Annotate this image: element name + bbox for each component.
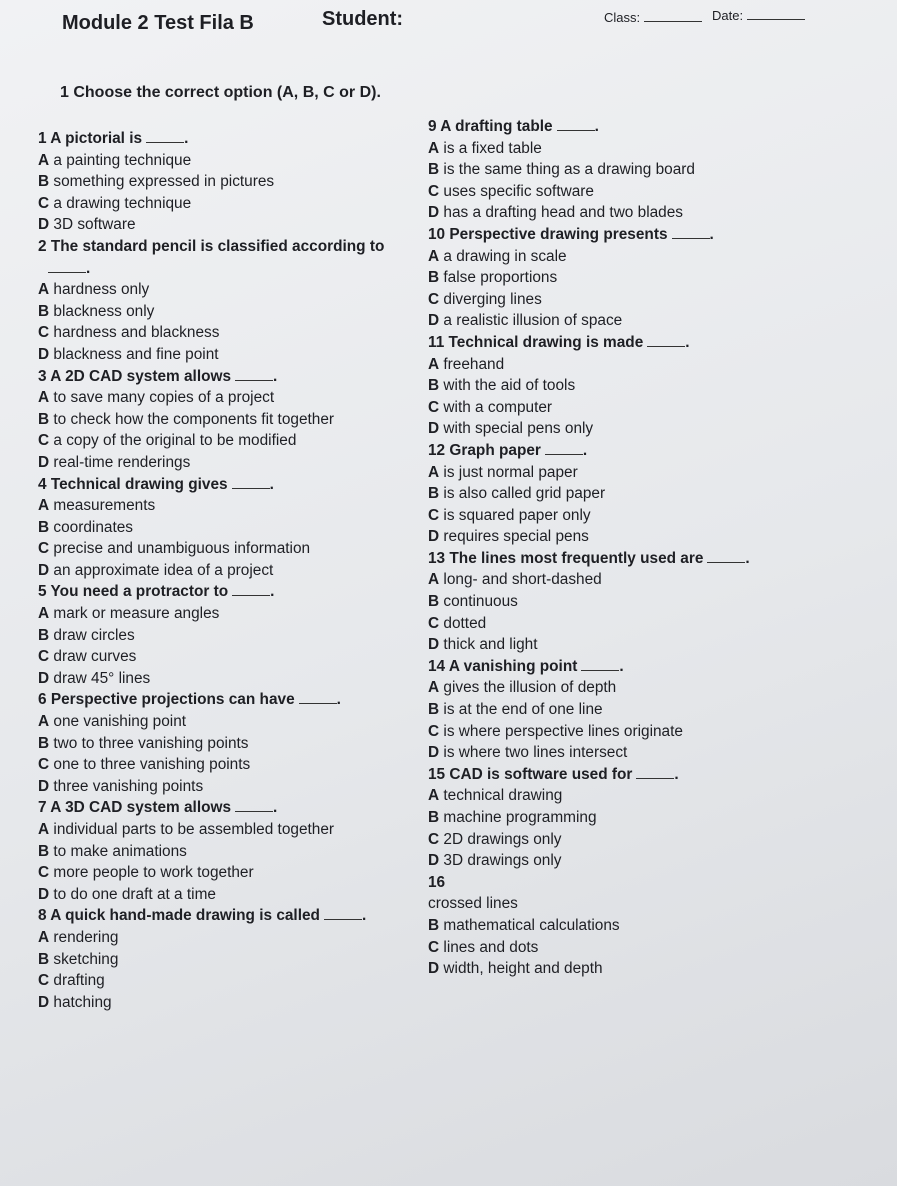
option-letter: A <box>428 139 440 157</box>
option-letter: C <box>38 756 50 774</box>
answer-option[interactable] <box>38 517 438 539</box>
option-letter: D <box>428 960 440 978</box>
option-text: to save many copies of a project <box>53 389 275 407</box>
answer-option[interactable] <box>38 646 438 668</box>
option-text: continuous <box>443 593 518 611</box>
option-letter: B <box>38 518 50 536</box>
answer-option[interactable] <box>38 668 438 690</box>
question <box>38 236 438 366</box>
answer-option[interactable] <box>38 819 438 841</box>
question-text: 15 CAD is software used for . <box>428 765 679 783</box>
question-stem: 4 Technical drawing gives <box>38 475 228 493</box>
option-letter: B <box>428 916 440 934</box>
answer-blank[interactable] <box>557 118 595 131</box>
question <box>428 764 868 872</box>
option-text: dotted <box>443 614 487 632</box>
option-text: a painting technique <box>53 151 192 169</box>
answer-option[interactable] <box>38 171 438 193</box>
option-letter: D <box>38 993 50 1011</box>
option-text: real-time renderings <box>53 453 191 471</box>
option-text: is where perspective lines originate <box>443 722 683 740</box>
option-letter: C <box>428 506 440 524</box>
question <box>428 332 868 440</box>
answer-blank[interactable] <box>232 476 270 489</box>
option-text: two to three vanishing points <box>53 734 249 752</box>
option-letter: D <box>428 636 440 654</box>
answer-option[interactable] <box>38 214 438 236</box>
option-text: blackness and fine point <box>53 345 219 363</box>
answer-option[interactable] <box>38 711 438 733</box>
option-letter: B <box>428 377 440 395</box>
option-text: a drawing technique <box>53 194 192 212</box>
option-text: is at the end of one line <box>443 701 603 719</box>
option-letter: B <box>428 593 440 611</box>
option-letter: D <box>428 528 440 546</box>
answer-blank[interactable] <box>707 550 745 563</box>
question <box>428 548 868 656</box>
option-letter: C <box>38 972 50 990</box>
option-text: is the same thing as a drawing board <box>443 161 695 179</box>
option-text: 3D software <box>53 216 136 234</box>
question-stem: 15 CAD is software used for <box>428 765 633 783</box>
option-text: has a drafting head and two blades <box>443 204 683 222</box>
class-blank[interactable] <box>644 21 702 22</box>
question-text: 11 Technical drawing is made . <box>428 333 690 351</box>
answer-option[interactable] <box>428 785 868 807</box>
question-stem: 12 Graph paper <box>428 441 541 459</box>
answer-option[interactable] <box>428 310 868 332</box>
option-letter: D <box>428 204 440 222</box>
option-text: thick and light <box>443 636 538 654</box>
question <box>428 224 868 332</box>
answer-option[interactable] <box>428 246 868 268</box>
answer-option[interactable] <box>428 397 868 419</box>
option-letter: A <box>38 821 50 838</box>
option-text: 3D drawings only <box>443 852 562 870</box>
answer-blank[interactable] <box>647 334 685 347</box>
question-stem: 5 You need a protractor to <box>38 583 229 601</box>
option-letter: D <box>38 777 50 795</box>
option-letter: A <box>38 928 50 946</box>
answer-option[interactable] <box>428 829 868 851</box>
answer-option[interactable] <box>428 375 868 397</box>
option-text: technical drawing <box>443 787 563 805</box>
answer-option[interactable] <box>38 279 438 301</box>
option-letter: D <box>38 453 50 471</box>
option-text: crossed lines <box>428 895 518 913</box>
option-letter: A <box>428 247 440 265</box>
question-text: 14 A vanishing point . <box>428 657 624 675</box>
question <box>38 474 438 582</box>
option-text: hatching <box>53 993 112 1011</box>
question <box>38 905 438 1013</box>
option-text: coordinates <box>53 518 133 536</box>
option-text: false proportions <box>443 269 558 287</box>
question-text: 4 Technical drawing gives . <box>38 475 274 493</box>
option-letter: B <box>38 734 50 752</box>
answer-option[interactable] <box>428 354 868 376</box>
answer-blank[interactable] <box>235 368 273 381</box>
option-text: to do one draft at a time <box>53 885 216 903</box>
option-letter: B <box>38 410 50 428</box>
option-text: is also called grid paper <box>443 485 606 503</box>
option-text: with a computer <box>443 398 553 416</box>
option-letter: A <box>428 679 440 697</box>
option-letter: A <box>38 497 50 515</box>
answer-option[interactable] <box>428 418 868 440</box>
question-stem: 16 <box>428 873 446 891</box>
option-letter: B <box>428 701 440 719</box>
question-text <box>428 872 868 894</box>
answer-option[interactable] <box>428 569 868 591</box>
option-letter: C <box>38 864 50 882</box>
option-text: a drawing in scale <box>443 247 567 265</box>
answer-option[interactable] <box>38 538 438 560</box>
answer-blank[interactable] <box>636 766 674 779</box>
answer-option[interactable] <box>38 776 438 798</box>
option-text: to make animations <box>53 842 187 860</box>
answer-option[interactable] <box>38 603 438 625</box>
answer-option[interactable] <box>38 301 438 323</box>
option-letter: A <box>38 389 50 407</box>
option-text: 2D drawings only <box>443 830 562 848</box>
option-text: long- and short-dashed <box>443 571 602 589</box>
option-text: width, height and depth <box>443 960 603 978</box>
question-stem: 9 A drafting table <box>428 118 553 135</box>
answer-option[interactable] <box>38 625 438 647</box>
answer-blank[interactable] <box>146 130 184 143</box>
answer-option[interactable] <box>428 915 868 937</box>
option-letter: A <box>428 787 440 805</box>
question-text: 10 Perspective drawing presents . <box>428 225 714 243</box>
answer-blank[interactable] <box>232 583 270 596</box>
answer-option[interactable] <box>428 289 868 311</box>
question-stem: 3 A 2D CAD system allows <box>38 367 232 385</box>
option-text: is just normal paper <box>443 463 578 481</box>
answer-option[interactable] <box>38 970 438 992</box>
test-title: Module 2 Test Fila B <box>62 12 254 34</box>
option-letter: A <box>38 281 50 299</box>
option-letter: C <box>428 614 440 632</box>
option-letter: A <box>38 151 50 169</box>
answer-option[interactable] <box>428 634 868 656</box>
answer-blank[interactable] <box>235 799 273 812</box>
question-text: 5 You need a protractor to . <box>38 583 275 601</box>
answer-option[interactable] <box>38 841 438 863</box>
question <box>38 797 438 905</box>
test-header <box>62 8 842 42</box>
option-letter: D <box>428 852 440 870</box>
question-text: 9 A drafting table . <box>428 118 599 135</box>
question-stem: 1 A pictorial is <box>38 130 143 147</box>
option-letter: B <box>38 173 50 191</box>
answer-option[interactable] <box>428 677 868 699</box>
option-letter: C <box>428 398 440 416</box>
answer-option[interactable] <box>38 949 438 971</box>
question-continuation: . <box>38 258 438 280</box>
option-text: lines and dots <box>443 938 539 956</box>
option-text: precise and unambiguous information <box>53 540 311 558</box>
answer-option[interactable] <box>428 742 868 764</box>
answer-option[interactable] <box>38 430 438 452</box>
option-text: an approximate idea of a project <box>53 561 274 579</box>
option-text: one vanishing point <box>53 713 187 731</box>
option-text: mathematical calculations <box>443 916 620 934</box>
answer-option[interactable] <box>38 754 438 776</box>
option-text: three vanishing points <box>53 777 204 795</box>
option-letter: B <box>38 950 50 968</box>
answer-option[interactable] <box>428 958 868 980</box>
question-stem: 2 The standard pencil is classified according to <box>38 237 385 255</box>
option-letter: C <box>38 194 50 212</box>
option-letter: D <box>428 312 440 330</box>
option-letter: C <box>38 432 50 450</box>
option-letter: B <box>428 809 440 826</box>
option-letter: C <box>428 938 440 956</box>
question-stem: 11 Technical drawing is made <box>428 333 644 351</box>
right-column <box>428 116 868 980</box>
option-text: draw circles <box>53 626 135 644</box>
answer-option[interactable] <box>38 992 438 1014</box>
question-text <box>38 236 438 279</box>
question-text: 13 The lines most frequently used are . <box>428 549 750 567</box>
class-field[interactable] <box>604 10 702 25</box>
answer-option[interactable] <box>428 893 868 915</box>
answer-option[interactable] <box>38 560 438 582</box>
answer-option[interactable] <box>428 850 868 872</box>
answer-option[interactable] <box>428 202 868 224</box>
option-letter: C <box>428 830 440 848</box>
answer-blank[interactable] <box>545 442 583 455</box>
answer-option[interactable] <box>428 937 868 959</box>
answer-option[interactable] <box>38 495 438 517</box>
option-text: hardness and blackness <box>53 324 220 342</box>
option-letter: B <box>38 626 50 644</box>
option-text: rendering <box>53 928 119 946</box>
question <box>38 366 438 474</box>
option-text: is squared paper only <box>443 506 591 524</box>
answer-option[interactable] <box>38 862 438 884</box>
option-text: is where two lines intersect <box>443 744 628 762</box>
answer-option[interactable] <box>38 150 438 172</box>
option-text: individual parts to be assembled together <box>53 821 335 838</box>
question <box>428 872 868 980</box>
question-text: 7 A 3D CAD system allows . <box>38 799 278 817</box>
question-text: 1 A pictorial is . <box>38 130 189 147</box>
question <box>428 656 868 764</box>
option-letter: A <box>38 605 50 623</box>
answer-option[interactable] <box>38 344 438 366</box>
option-text: freehand <box>443 355 505 373</box>
option-text: with the aid of tools <box>443 377 576 395</box>
option-text: mark or measure angles <box>53 605 220 623</box>
question-stem: 14 A vanishing point <box>428 657 578 675</box>
option-letter: B <box>428 485 440 503</box>
answer-blank[interactable] <box>324 907 362 920</box>
answer-option[interactable] <box>428 505 868 527</box>
answer-option[interactable] <box>428 483 868 505</box>
option-letter: D <box>38 216 50 234</box>
option-text: measurements <box>53 497 156 515</box>
question <box>38 581 438 689</box>
option-letter: C <box>38 324 50 342</box>
instruction: 1 Choose the correct option (A, B, C or D). <box>60 84 381 101</box>
answer-option[interactable] <box>38 927 438 949</box>
option-text: machine programming <box>443 809 597 826</box>
option-letter: D <box>38 885 50 903</box>
option-letter: D <box>428 420 440 438</box>
question-text: 3 A 2D CAD system allows . <box>38 367 278 385</box>
question-stem: 13 The lines most frequently used are <box>428 549 704 567</box>
date-blank[interactable] <box>747 19 805 20</box>
option-letter: A <box>428 463 440 481</box>
option-text: diverging lines <box>443 290 542 308</box>
option-text: draw curves <box>53 648 137 666</box>
question-stem: 10 Perspective drawing presents <box>428 225 668 243</box>
option-text: a copy of the original to be modified <box>53 432 297 450</box>
answer-option[interactable] <box>428 807 868 829</box>
question-stem: 7 A 3D CAD system allows <box>38 799 232 817</box>
answer-option[interactable] <box>428 138 868 160</box>
date-label: Date: <box>712 8 744 23</box>
option-letter: D <box>428 744 440 762</box>
answer-option[interactable] <box>428 699 868 721</box>
question-text: 12 Graph paper . <box>428 441 588 459</box>
question-stem: 6 Perspective projections can have <box>38 691 295 709</box>
question <box>38 128 438 236</box>
answer-option[interactable] <box>428 613 868 635</box>
answer-option[interactable] <box>428 591 868 613</box>
option-letter: D <box>38 669 50 687</box>
left-column <box>38 128 438 1013</box>
answer-blank[interactable] <box>672 226 710 239</box>
question-stem: 8 A quick hand-made drawing is called <box>38 907 320 925</box>
answer-option[interactable] <box>428 159 868 181</box>
answer-option[interactable] <box>38 193 438 215</box>
option-text: hardness only <box>53 281 150 299</box>
answer-option[interactable] <box>38 322 438 344</box>
answer-option[interactable] <box>38 409 438 431</box>
student-label: Student: <box>322 8 404 30</box>
answer-option[interactable] <box>38 452 438 474</box>
answer-blank[interactable] <box>299 691 337 704</box>
answer-option[interactable] <box>428 526 868 548</box>
answer-option[interactable] <box>428 181 868 203</box>
answer-option[interactable] <box>428 462 868 484</box>
option-letter: A <box>428 355 440 373</box>
answer-option[interactable] <box>428 267 868 289</box>
question-text: 6 Perspective projections can have . <box>38 691 341 709</box>
option-letter: B <box>38 842 50 860</box>
option-letter: B <box>38 302 50 320</box>
option-text: gives the illusion of depth <box>443 679 617 697</box>
option-text: is a fixed table <box>443 139 542 157</box>
option-letter: C <box>428 182 440 200</box>
option-text: to check how the components fit together <box>53 410 335 428</box>
option-letter: C <box>428 290 440 308</box>
option-letter: C <box>428 722 440 740</box>
option-text: something expressed in pictures <box>53 173 275 191</box>
answer-blank[interactable] <box>48 260 86 273</box>
answer-option[interactable] <box>38 387 438 409</box>
option-text: a realistic illusion of space <box>443 312 623 330</box>
option-letter: B <box>428 269 440 287</box>
question-text: 8 A quick hand-made drawing is called . <box>38 907 367 925</box>
date-field[interactable] <box>712 8 805 23</box>
option-text: uses specific software <box>443 182 594 200</box>
option-letter: C <box>38 540 50 558</box>
answer-option[interactable] <box>38 884 438 906</box>
option-text: drafting <box>53 972 105 990</box>
option-letter: D <box>38 345 50 363</box>
option-letter: C <box>38 648 50 666</box>
option-letter: B <box>428 161 440 179</box>
question <box>428 440 868 548</box>
answer-option[interactable] <box>428 721 868 743</box>
answer-blank[interactable] <box>581 658 619 671</box>
option-letter: D <box>38 561 50 579</box>
option-text: with special pens only <box>443 420 594 438</box>
question <box>38 689 438 797</box>
option-letter: A <box>428 571 440 589</box>
option-letter: A <box>38 713 50 731</box>
option-text: requires special pens <box>443 528 589 546</box>
class-label: Class: <box>604 10 641 25</box>
answer-option[interactable] <box>38 733 438 755</box>
question <box>428 116 868 224</box>
option-text: one to three vanishing points <box>53 756 251 774</box>
option-text: draw 45° lines <box>53 669 151 687</box>
option-text: more people to work together <box>53 864 254 882</box>
option-text: blackness only <box>53 302 155 320</box>
option-text: sketching <box>53 950 119 968</box>
